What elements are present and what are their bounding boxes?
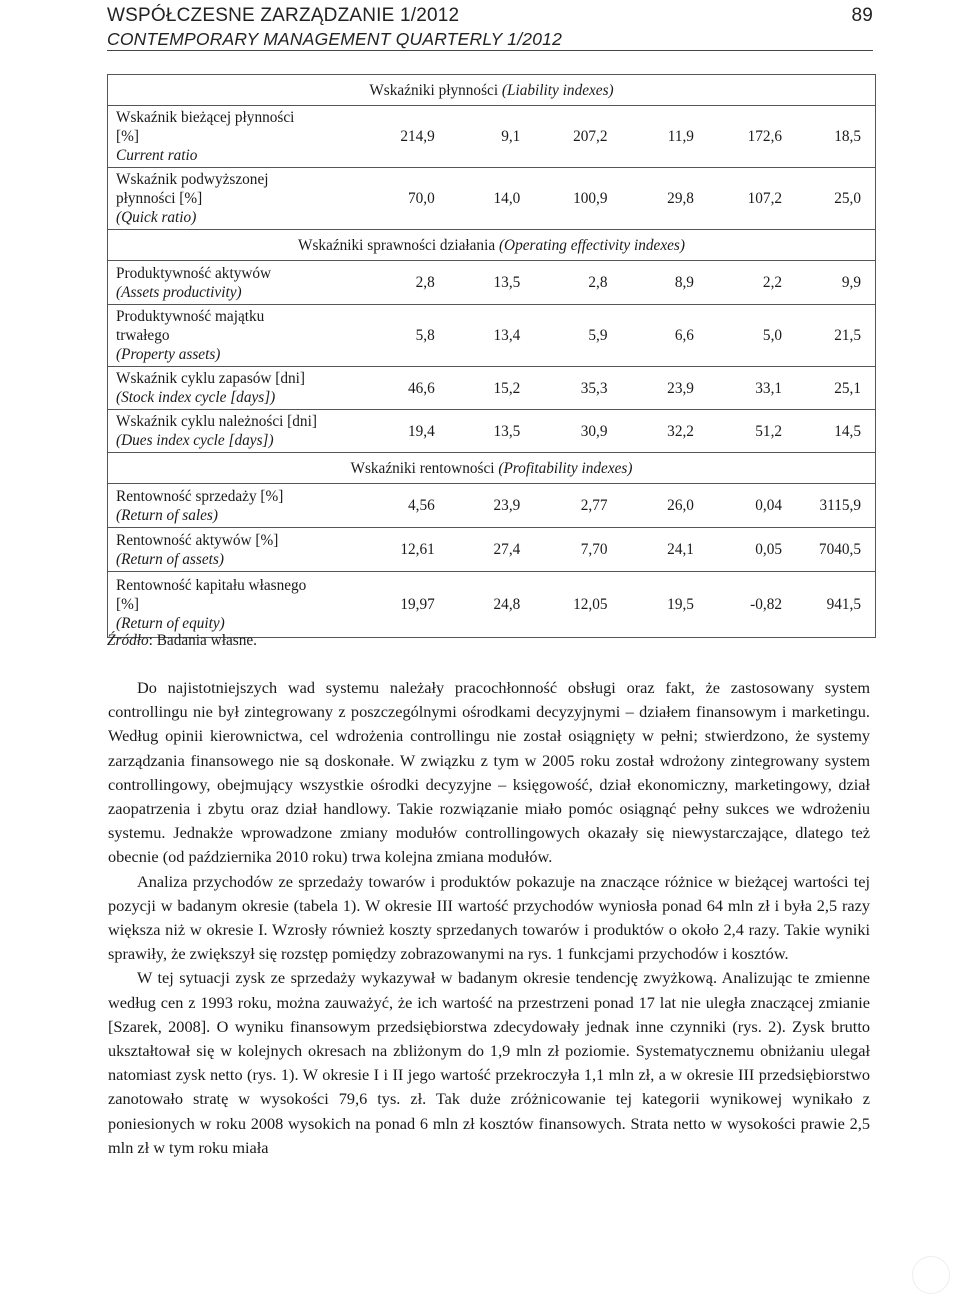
value-cell: 19,4 [352,410,439,453]
value-cell: 13,5 [439,410,525,453]
table-row [108,261,876,305]
value-cell: 3115,9 [786,484,875,528]
row-label [108,106,352,168]
value-cell: 0,04 [698,484,786,528]
value-cell: 13,5 [439,261,525,305]
value-cell: 15,2 [439,367,525,410]
value-cell: 32,2 [612,410,698,453]
source-label: Źródło [107,632,149,649]
row-label-line: [%] [116,128,139,145]
value-cell: 30,9 [524,410,611,453]
section-header-row [108,230,876,261]
table-row [108,528,876,572]
row-label-line: Wskaźnik podwyższonej [116,171,269,188]
value-cell: 2,8 [524,261,611,305]
value-cell: 4,56 [352,484,439,528]
row-label [108,367,352,410]
value-cell: 107,2 [698,168,786,230]
table-row [108,168,876,230]
row-label [108,305,352,367]
row-label-en: (Quick ratio) [116,209,197,226]
row-label-line: Produktywność aktywów [116,264,272,282]
paragraph: W tej sytuacji zysk ze sprzedaży wykazywał w badanym okresie tendencję zwyżkową. Analizując te zmienne według cen z 1993 roku, można zauważyć, że ich wartość na przestrzeni ponad 17 lat nie uległa znaczącej zmianie [Szarek, 2008]. O wyniku finansowym przedsiębiorstwa zdecydowały jednak inne czynniki (rys. 2). Zysk brutto ukształtował się w kolejnych okresach na zbliżonym do 1,9 mln zł poziomie. Systematycznemu obniżaniu ulegał natomiast zysk netto (rys. 1). W okresie I i II jego wartość przekroczyła 1,1 mln zł, a w okresie III przedsiębiorstwo zanotowało stratę w wysokości 79,6 tys. zł. Tak duże zróżnicowanie tej kategorii wynikowej wynikało z poniesionych w roku 2008 wysokich na ponad 6 mln zł kosztów finansowych. Strata netto w wysokości prawie 2,5 mln zł w tym roku miała [108,968,870,1157]
value-cell: 51,2 [698,410,786,453]
value-cell: 0,05 [698,528,786,572]
value-cell: 25,1 [786,367,875,410]
section-title [108,230,876,261]
row-label-line: płynności [%] [116,190,203,207]
row-label-en: Current ratio [116,147,198,164]
row-label-line: [%] [116,596,139,613]
value-cell: 207,2 [524,106,611,168]
value-cell: 27,4 [439,528,525,572]
value-cell: 35,3 [524,367,611,410]
value-cell: 2,8 [352,261,439,305]
source-text: : Badania własne. [148,632,257,649]
value-cell: 29,8 [612,168,698,230]
value-cell: 70,0 [352,168,439,230]
row-label [108,484,352,528]
table-row [108,305,876,367]
value-cell: 13,4 [439,305,525,367]
value-cell: 11,9 [612,106,698,168]
row-label-line: Wskaźnik cyklu należności [dni] [116,413,317,430]
row-label-line: trwałego [116,327,170,344]
row-label [108,572,352,638]
section-title-en: (Operating effectivity indexes) [498,236,685,254]
value-cell: 5,0 [698,305,786,367]
value-cell: 8,9 [612,261,698,305]
running-header [107,4,873,51]
table-row [108,572,876,638]
journal-title-en: CONTEMPORARY MANAGEMENT QUARTERLY 1/2012 [107,29,563,49]
value-cell: 941,5 [786,572,875,638]
journal-title-pl: WSPÓŁCZESNE ZARZĄDZANIE 1/2012 [107,5,460,26]
value-cell: 100,9 [524,168,611,230]
value-cell: 14,0 [439,168,525,230]
value-cell: 12,61 [352,528,439,572]
header-rule [107,50,873,51]
section-header-row [108,453,876,484]
value-cell: 19,97 [352,572,439,638]
section-header-row [108,75,876,106]
value-cell: 14,5 [786,410,875,453]
value-cell: 26,0 [612,484,698,528]
paragraph: Do najistotniejszych wad systemu należały pracochłonność obsługi oraz fakt, że zastosowany system controllingu nie był zintegrowany z poszczególnymi ośrodkami decyzyjnymi – działem finansowym i marketingu. Według opinii kierownictwa, cel wdrożenia controllingu nie został osiągnięty w pełni; stwierdzono, że systemy zarządzania finansowego nie są doskonałe. W związku z tym w 2005 roku został wdrożony zintegrowany system controllingowy, obejmujący wszystkie ośrodki decyzyjne – księgowość, dział ekonomiczny, marketingowy, dział zaopatrzenia i zbytu oraz dział handlowy. Takie rozwiązanie miało pomóc osiągnąć pełny sukces we wdrożeniu systemu. Jednakże wprowadzone zmiany modułów controllingowych okazały się niewystarczające, dlatego też obecnie (od października 2010 roku) trwa kolejna zmiana modułów. [108,678,870,867]
row-label-line: Rentowność aktywów [%] [116,531,279,549]
value-cell: 23,9 [439,484,525,528]
value-cell: 19,5 [612,572,698,638]
row-label-line: Produktywność majątku [116,308,265,325]
section-title [108,75,876,106]
row-label-en: (Return of equity) [116,615,225,632]
section-title-pl: Wskaźniki sprawności działania [298,236,496,254]
table-source [107,632,257,650]
value-cell: 9,1 [439,106,525,168]
page-number: 89 [851,5,873,26]
value-cell: 33,1 [698,367,786,410]
row-label-line: Rentowność kapitału własnego [116,577,307,594]
value-cell: 2,2 [698,261,786,305]
value-cell: -0,82 [698,572,786,638]
value-cell: 214,9 [352,106,439,168]
ratios-table [107,74,876,638]
body-text [108,676,870,1160]
row-label-en: (Dues index cycle [days]) [116,432,274,449]
row-label-line: Wskaźnik bieżącej płynności [116,109,295,126]
value-cell: 23,9 [612,367,698,410]
section-title-pl: Wskaźniki rentowności [350,459,495,477]
value-cell: 5,8 [352,305,439,367]
section-title-en: (Profitability indexes) [498,459,633,477]
value-cell: 18,5 [786,106,875,168]
value-cell: 6,6 [612,305,698,367]
row-label [108,168,352,230]
value-cell: 7040,5 [786,528,875,572]
row-label-en: (Assets productivity) [116,283,242,301]
value-cell: 25,0 [786,168,875,230]
row-label-line: Rentowność sprzedaży [%] [116,487,284,505]
table-row [108,484,876,528]
value-cell: 7,70 [524,528,611,572]
value-cell: 172,6 [698,106,786,168]
value-cell: 12,05 [524,572,611,638]
row-label [108,261,352,305]
value-cell: 46,6 [352,367,439,410]
section-title-en: (Liability indexes) [501,81,614,99]
value-cell: 24,8 [439,572,525,638]
paragraph: Analiza przychodów ze sprzedaży towarów i produktów pokazuje na znaczące różnice w bieżącej wartości tej pozycji w badanym okresie (tabela 1). W okresie III wartość przychodów wyniosła ponad 64 mln zł i była 2,5 razy większa niż w okresie I. Wzrosły również koszty sprzedanych towarów i produktów o około 2,4 razy. Takie wyniki sprawiły, że zwiększył się rozstęp pomiędzy zobrazowanymi na rys. 1 funkcjami przychodów i kosztów. [108,871,870,964]
row-label [108,528,352,572]
row-label [108,410,352,453]
corner-watermark [912,1256,950,1294]
row-label-en: (Stock index cycle [days]) [116,389,276,406]
value-cell: 9,9 [786,261,875,305]
value-cell: 2,77 [524,484,611,528]
value-cell: 24,1 [612,528,698,572]
row-label-en: (Return of sales) [116,506,218,524]
value-cell: 5,9 [524,305,611,367]
table-row [108,410,876,453]
section-title [108,453,876,484]
section-title-pl: Wskaźniki płynności [369,81,499,99]
row-label-en: (Property assets) [116,346,221,363]
row-label-en: (Return of assets) [116,550,224,568]
table-row [108,106,876,168]
value-cell: 21,5 [786,305,875,367]
row-label-line: Wskaźnik cyklu zapasów [dni] [116,370,306,387]
table-row [108,367,876,410]
